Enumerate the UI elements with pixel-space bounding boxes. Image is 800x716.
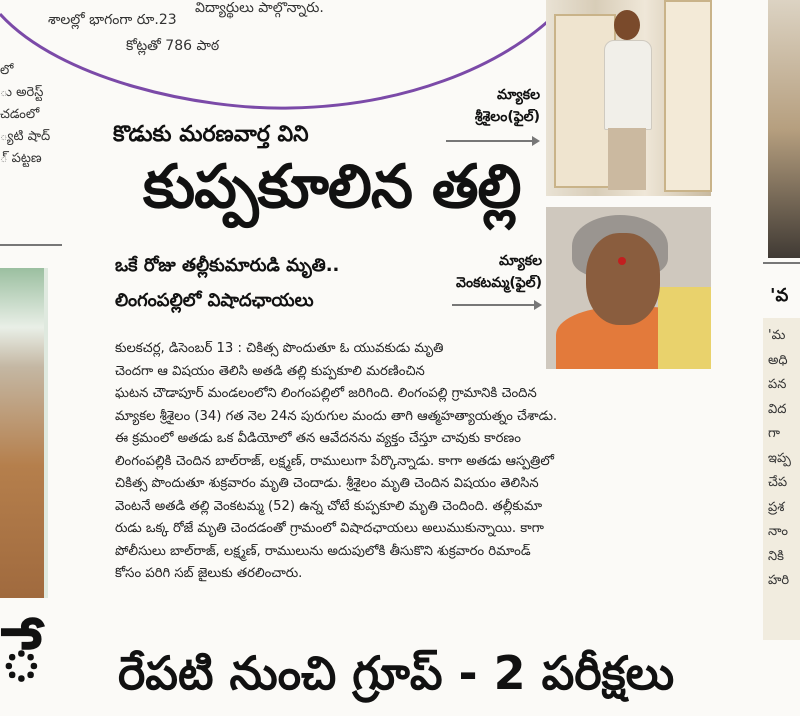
left-column-line: చడంలో — [0, 107, 40, 122]
top-panel-line-left: శాలల్లో భాగంగా రూ.23 — [48, 12, 177, 28]
article-body-narrow — [115, 338, 443, 383]
article-body-line: చికిత్స పొందుతూ శుక్రవారం మృతి చెందాడు. శ్రీశైలం మృతి చెందిన విషయం తెలిసిన — [115, 476, 539, 491]
bottom-headline: రేపటి నుంచి గ్రూప్ - 2 పరీక్షలు — [118, 646, 675, 700]
left-column-line: ్యటి షాద్ — [0, 129, 51, 144]
article-body-line: ఘటన చౌడాపూర్ మండలంలోని లింగంపల్లిలో జరిగింది. లింగంపల్లి గ్రామానికి చెందిన — [115, 386, 537, 401]
article-body-line: పోలీసులు బాల్‌రాజ్, లక్ష్మణ్, రాములును అదుపులోకి తీసుకొని శుక్రవారం రిమాండ్ — [115, 543, 531, 559]
right-column-line: 'మ — [768, 328, 786, 343]
article-body-line: కులకచర్ల, డిసెంబర్ 13 : చికిత్స పొందుతూ ఓ యువకుడు మృతి — [115, 341, 444, 356]
article-body-line: వెంటనే అతడి తల్లి వెంకటమ్మ (52) ఉన్న చోటే కుప్పకూలి మృతి చెందింది. తల్లీకుమా — [115, 498, 543, 514]
top-panel-line-right: విద్యార్థులు పాల్గొన్నారు. — [195, 0, 324, 16]
caption-arrow-1 — [446, 140, 538, 142]
caption-line: వెంకటమ్మ(ఫైల్) — [456, 275, 542, 291]
photo-srisailam — [546, 0, 711, 196]
right-edge-photo — [768, 0, 800, 258]
right-column-line: ప్రశ — [768, 499, 785, 515]
article-subhead-1: ఒకే రోజు తల్లీకుమారుడి మృతి.. — [115, 255, 340, 276]
right-column-line: హరి — [768, 573, 790, 588]
article-subhead-2: లింగంపల్లిలో విషాదఛాయలు — [115, 290, 314, 311]
article-body-line: చెందగా ఆ విషయం తెలిసి అతడి తల్లి కుప్పకూలి మరణించిన — [115, 363, 425, 379]
article-body-line: ఈ క్రమంలో అతడు ఒక వీడియోలో తన ఆవేదనను వ్యక్తం చేస్తూ చావుకు కారణం — [115, 431, 521, 446]
right-column-line: నాం — [768, 524, 788, 539]
right-column-line: పన — [768, 377, 787, 392]
caption-line: మ్యాకల — [497, 87, 540, 103]
right-column-line: విద — [768, 401, 787, 417]
left-big-headline-fragment: ే — [0, 612, 43, 698]
left-column-line: ు అరెస్ట్ — [0, 85, 44, 100]
caption-arrow-2 — [452, 304, 540, 306]
left-column-line: ్ పట్టణ — [0, 151, 42, 166]
article-body-line: రుడు ఒక్క రోజే మృతి చెందడంతో గ్రామంలో విషాదఛాయలు అలుముకున్నాయి. కాగా — [115, 521, 544, 536]
top-panel-line-2: కోట్లతో 786 పాఠ — [126, 38, 220, 54]
right-column-line: అధి — [768, 352, 788, 368]
article-body-line: లింగంపల్లికి చెందిన బాల్‌రాజ్, లక్ష్మణ్, రాములుగా పేర్కొన్నాడు. కాగా అతడు ఆస్పత్రిలో — [115, 453, 554, 469]
photo-caption-2 — [422, 250, 542, 294]
left-column-divider — [0, 244, 62, 246]
right-column-text — [768, 324, 791, 594]
right-column-line: గా — [768, 426, 780, 441]
caption-line: మ్యాకల — [499, 253, 542, 269]
article-body-wide — [115, 383, 557, 586]
right-column-line: చేప — [768, 475, 788, 490]
left-column-line: లో — [0, 63, 14, 78]
article-kicker: కొడుకు మరణవార్త విని — [113, 122, 309, 147]
right-column-divider — [763, 262, 800, 264]
right-column-line: ఇప్ప — [768, 450, 791, 466]
article-body-line: మ్యాకల శ్రీశైలం (34) గత నెల 24న పురుగుల మందు తాగి ఆత్మహత్యాయత్నం చేశాడు. — [115, 408, 558, 424]
right-column-line: నికి — [768, 548, 784, 564]
article-body-line: కోసం పరిగి సబ్ జైలుకు తరలించారు. — [115, 566, 303, 581]
article-headline: కుప్పకూలిన తల్లి — [143, 152, 521, 222]
photo-caption-1 — [430, 84, 540, 128]
left-column-text — [0, 60, 70, 170]
right-column-heading: 'వ — [770, 285, 789, 306]
photo-venkatamma — [546, 207, 711, 369]
left-edge-photo — [0, 268, 48, 598]
caption-line: శ్రీశైలం(ఫైల్) — [474, 109, 540, 125]
